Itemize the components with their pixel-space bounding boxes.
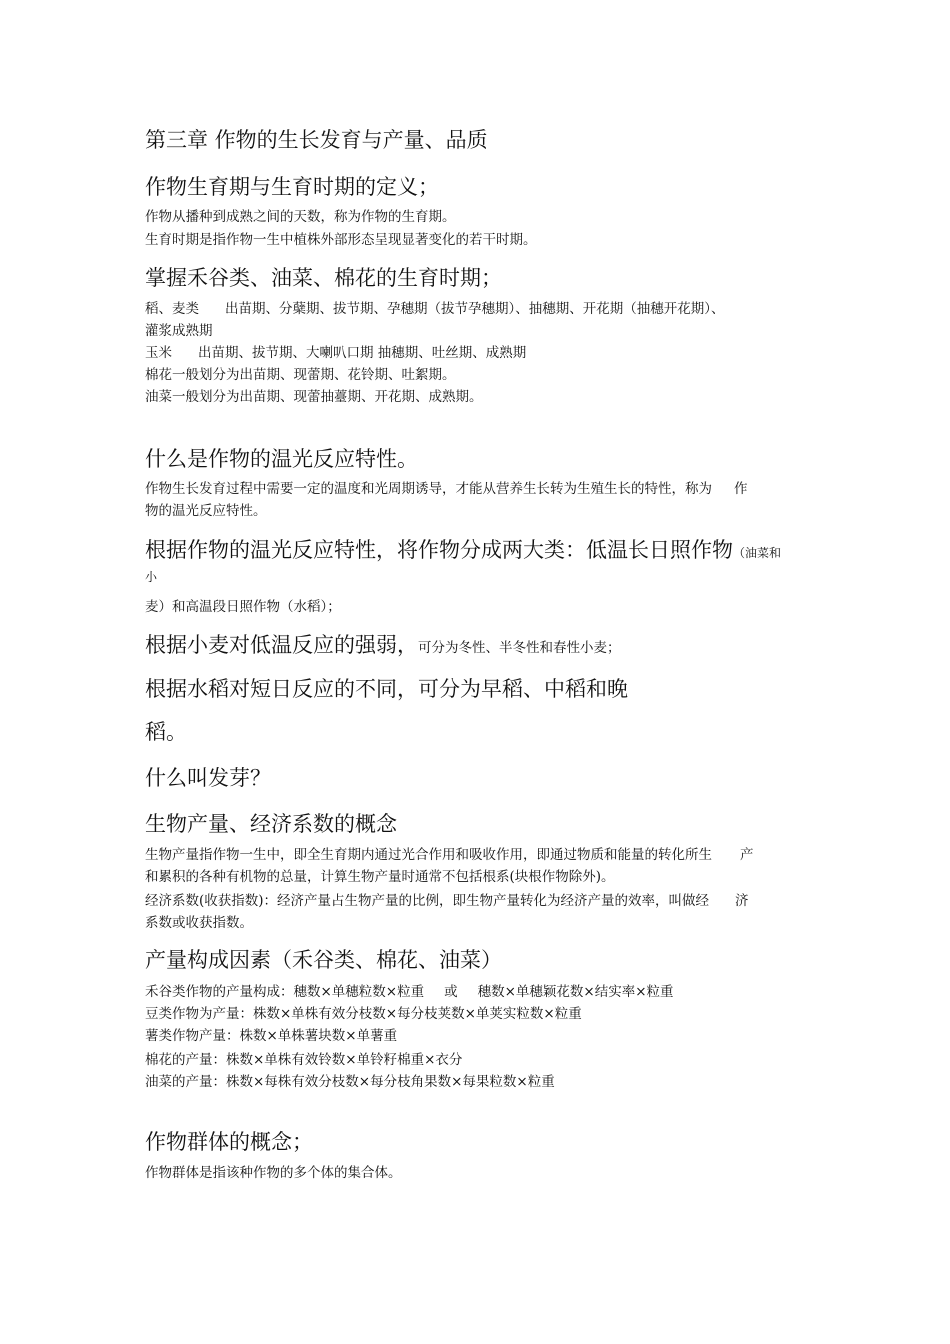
formula-line: 豆类作物为产量：株数×单株有效分枝数×每分枝荚数×单荚实粒数×粒重 — [145, 1006, 582, 1022]
rice-classification-wrap: 稻。 — [145, 720, 187, 744]
heading-biomass: 生物产量、经济系数的概念 — [145, 812, 397, 836]
paragraph — [145, 478, 748, 500]
text: 经济系数(收获指数)：经济产量占生物产量的比例，即生物产量转化为经济产量的效率，叫做经 — [145, 893, 710, 909]
paragraph: 灌浆成熟期 — [145, 323, 213, 339]
paragraph: 生育时期是指作物一生中植株外部形态呈现显著变化的若干时期。 — [145, 232, 537, 248]
formula-line — [145, 981, 674, 1003]
stage-text: 出苗期、拔节期、大喇叭口期 抽穗期、吐丝期、成熟期 — [198, 345, 527, 361]
heading-photothermal: 什么是作物的温光反应特性。 — [145, 447, 418, 471]
text-small: 可分为冬性、半冬性和春性小麦； — [418, 640, 621, 656]
paragraph: 油菜一般划分为出苗期、现蕾抽薹期、开花期、成熟期。 — [145, 389, 483, 405]
formula-line: 棉花的产量：株数×单株有效铃数×单铃籽棉重×衣分 — [145, 1052, 463, 1068]
crop-label: 玉米 — [145, 345, 172, 361]
heading-yield-components: 产量构成因素（禾谷类、棉花、油菜） — [145, 948, 502, 972]
stage-line-corn — [145, 342, 526, 364]
text: 或 — [444, 984, 458, 1000]
paragraph — [145, 890, 749, 912]
text: 作 — [734, 481, 748, 497]
text-large: 根据小麦对低温反应的强弱， — [145, 633, 418, 657]
crop-label: 稻、麦类 — [145, 301, 199, 317]
heading-growth-period: 作物生育期与生育时期的定义； — [145, 175, 439, 199]
text-small: （油菜和 — [733, 546, 782, 560]
paragraph: 作物从播种到成熟之间的天数，称为作物的生育期。 — [145, 209, 456, 225]
classification-line — [145, 534, 781, 564]
paragraph: 物的温光反应特性。 — [145, 503, 267, 519]
text: 穗数×单穗颖花数×结实率×粒重 — [477, 984, 674, 1000]
paragraph: 和累积的各种有机物的总量，计算生物产量时通常不包括根系(块根作物除外)。 — [145, 869, 615, 885]
stage-text: 出苗期、分蘖期、拔节期、孕穗期（拔节孕穗期）、抽穗期、开花期（抽穗开花期）、 — [225, 301, 725, 317]
paragraph: 棉花一般划分为出苗期、现蕾期、花铃期、吐絮期。 — [145, 367, 456, 383]
chapter-title: 第三章 作物的生长发育与产量、品质 — [145, 128, 488, 152]
heading-germination: 什么叫发芽？ — [145, 766, 271, 790]
stage-line-rice — [145, 298, 725, 320]
rice-classification: 根据水稻对短日反应的不同，可分为早稻、中稻和晚 — [145, 677, 628, 701]
heading-growth-stages: 掌握禾谷类、油菜、棉花的生育时期； — [145, 266, 502, 290]
paragraph: 系数或收获指数。 — [145, 915, 253, 931]
text: 作物生长发育过程中需要一定的温度和光周期诱导，才能从营养生长转为生殖生长的特性，称为 — [145, 481, 712, 497]
text: 生物产量指作物一生中，即全生育期内通过光合作用和吸收作用，即通过物质和能量的转化所生 — [145, 847, 712, 863]
formula-line: 薯类作物产量：株数×单株薯块数×单薯重 — [145, 1028, 398, 1044]
text: 产 — [740, 847, 754, 863]
text: 济 — [735, 893, 749, 909]
paragraph: 麦）和高温段日照作物（水稻）； — [145, 599, 341, 615]
paragraph: 作物群体是指该种作物的多个体的集合体。 — [145, 1165, 402, 1181]
wheel-line — [145, 629, 621, 659]
formula-line: 油菜的产量：株数×每株有效分枝数×每分枝角果数×每果粒数×粒重 — [145, 1074, 555, 1090]
text-large: 根据作物的温光反应特性，将作物分成两大类：低温长日照作物 — [145, 538, 733, 562]
text: 禾谷类作物的产量构成：穗数×单穗粒数×粒重 — [145, 984, 425, 1000]
heading-population: 作物群体的概念； — [145, 1130, 313, 1154]
text-small: 小 — [145, 570, 158, 584]
paragraph — [145, 844, 754, 866]
